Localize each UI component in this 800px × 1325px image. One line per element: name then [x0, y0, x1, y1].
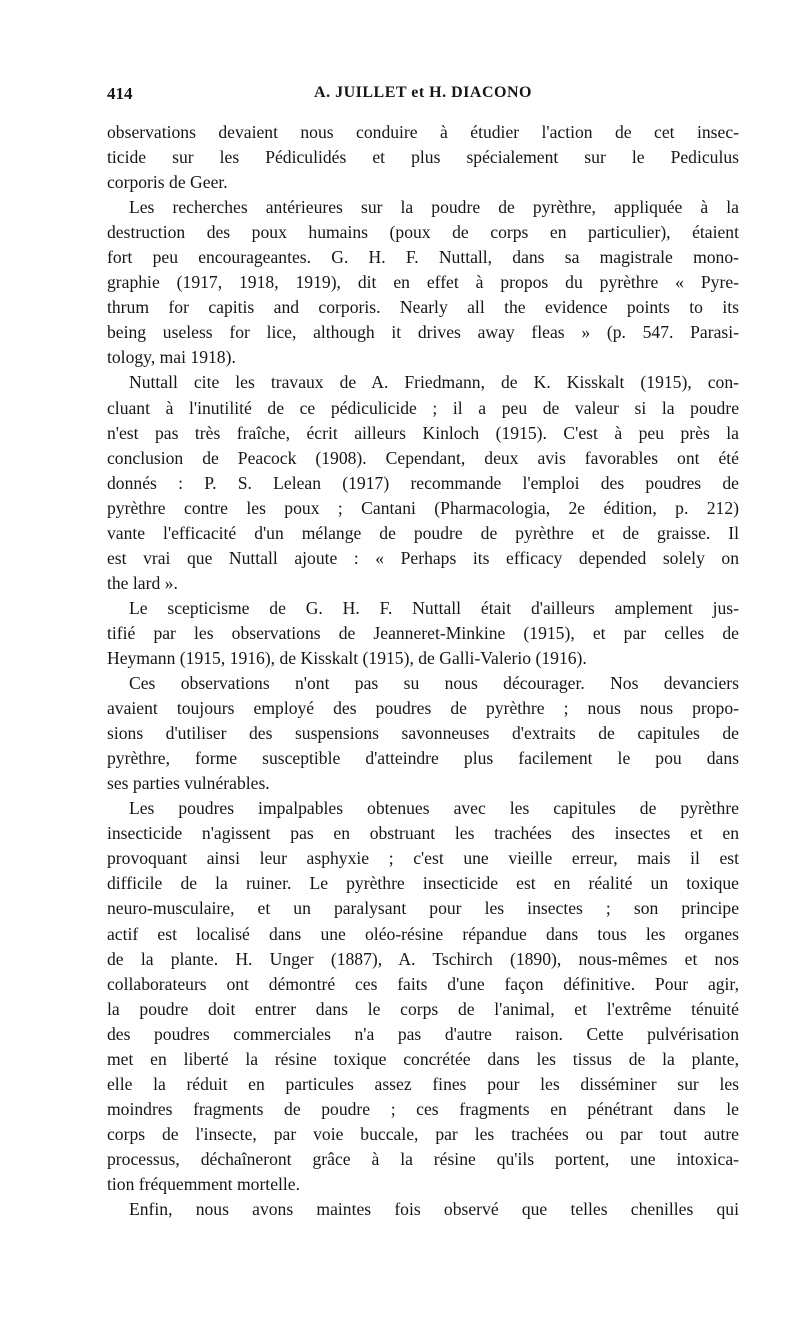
- text-line: Les poudres impalpables obtenues avec les capitules de pyrèthre: [129, 798, 739, 819]
- text-line: corps de l'insecte, par voie buccale, par les trachées ou par tout autre: [107, 1123, 739, 1144]
- text-line: processus, déchaîneront grâce à la résine qu'ils portent, une intoxica-: [107, 1148, 739, 1169]
- page-header: [107, 84, 739, 108]
- text-line: actif est localisé dans une oléo-résine répandue dans tous les organes: [107, 923, 739, 944]
- text-line: collaborateurs ont démontré ces faits d'une façon définitive. Pour agir,: [107, 973, 739, 994]
- text-line: insecticide n'agissent pas en obstruant les trachées des insectes et en: [107, 823, 739, 844]
- text-line: ticide sur les Pédiculidés et plus spécialement sur le Pediculus: [107, 147, 739, 168]
- text-line: provoquant ainsi leur asphyxie ; c'est une vieille erreur, mais il est: [107, 848, 739, 869]
- text-line: tifié par les observations de Jeanneret-Minkine (1915), et par celles de: [107, 622, 739, 643]
- text-line: corporis de Geer.: [107, 172, 228, 193]
- text-line: graphie (1917, 1918, 1919), dit en effet à propos du pyrèthre « Pyre-: [107, 272, 739, 293]
- text-line: pyrèthre contre les poux ; Cantani (Pharmacologia, 2e édition, p. 212): [107, 497, 739, 518]
- text-line: cluant à l'inutilité de ce pédiculicide ; il a peu de valeur si la poudre: [107, 397, 739, 418]
- text-line: Heymann (1915, 1916), de Kisskalt (1915), de Galli-Valerio (1916).: [107, 647, 587, 668]
- text-line: elle la réduit en particules assez fines pour les disséminer sur les: [107, 1073, 739, 1094]
- text-line: thrum for capitis and corporis. Nearly all the evidence points to its: [107, 297, 739, 318]
- text-line: sions d'utiliser des suspensions savonneuses d'extraits de capitules de: [107, 723, 739, 744]
- text-line: conclusion de Peacock (1908). Cependant, deux avis favorables ont été: [107, 447, 739, 468]
- text-line: met en liberté la résine toxique concrétée dans les tissus de la plante,: [107, 1048, 739, 1069]
- running-head: A. JUILLET et H. DIACONO: [314, 84, 532, 101]
- text-line: n'est pas très fraîche, écrit ailleurs Kinloch (1915). C'est à peu près la: [107, 422, 739, 443]
- text-line: destruction des poux humains (poux de corps en particulier), étaient: [107, 222, 739, 243]
- text-line: Ces observations n'ont pas su nous décourager. Nos devanciers: [129, 673, 739, 694]
- text-line: tology, mai 1918).: [107, 347, 236, 368]
- text-line: Le scepticisme de G. H. F. Nuttall était d'ailleurs amplement jus-: [129, 597, 739, 618]
- text-line: vante l'efficacité d'un mélange de poudre de pyrèthre et de graisse. Il: [107, 522, 739, 543]
- text-line: pyrèthre, forme susceptible d'atteindre plus facilement le pou dans: [107, 748, 739, 769]
- page-number: 414: [107, 84, 133, 103]
- text-line: tion fréquemment mortelle.: [107, 1173, 300, 1194]
- text-line: donnés : P. S. Lelean (1917) recommande l'emploi des poudres de: [107, 472, 739, 493]
- text-line: observations devaient nous conduire à étudier l'action de cet insec-: [107, 122, 739, 142]
- text-line: est vrai que Nuttall ajoute : « Perhaps its efficacy depended solely on: [107, 547, 739, 568]
- text-line: avaient toujours employé des poudres de pyrèthre ; nous nous propo-: [107, 698, 739, 719]
- text-line: Enfin, nous avons maintes fois observé que telles chenilles qui: [129, 1199, 739, 1220]
- text-line: des poudres commerciales n'a pas d'autre raison. Cette pulvérisation: [107, 1023, 739, 1044]
- text-line: difficile de la ruiner. Le pyrèthre insecticide est en réalité un toxique: [107, 873, 739, 894]
- text-line: fort peu encourageantes. G. H. F. Nuttall, dans sa magistrale mono-: [107, 247, 739, 268]
- text-line: neuro-musculaire, et un paralysant pour les insectes ; son principe: [107, 898, 739, 919]
- text-line: Les recherches antérieures sur la poudre de pyrèthre, appliquée à la: [129, 197, 739, 218]
- text-line: Nuttall cite les travaux de A. Friedmann, de K. Kisskalt (1915), con-: [129, 372, 739, 393]
- text-line: the lard ».: [107, 572, 178, 593]
- text-line: de la plante. H. Unger (1887), A. Tschirch (1890), nous-mêmes et nos: [107, 948, 739, 969]
- text-line: la poudre doit entrer dans le corps de l'animal, et l'extrême ténuité: [107, 998, 739, 1019]
- text-line: moindres fragments de poudre ; ces fragments en pénétrant dans le: [107, 1098, 739, 1119]
- text-line: ses parties vulnérables.: [107, 773, 270, 794]
- text-line: being useless for lice, although it drives away fleas » (p. 547. Parasi-: [107, 322, 739, 343]
- body-text: [107, 120, 739, 1222]
